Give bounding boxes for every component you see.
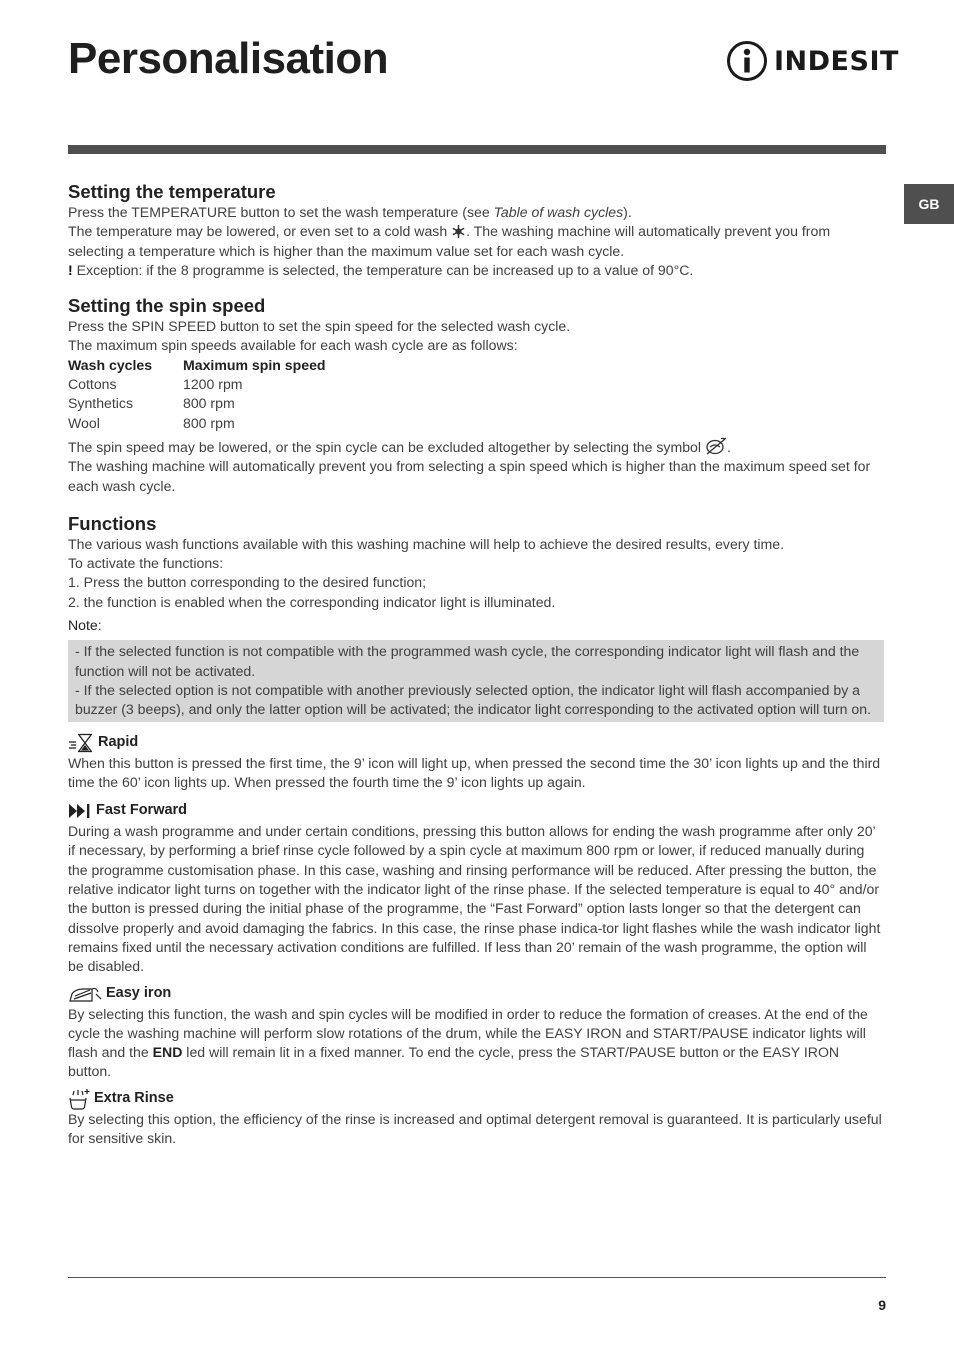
language-tab: GB: [904, 184, 954, 224]
spin-speed-table: [68, 356, 326, 433]
functions-paragraph-2: To activate the functions:: [68, 555, 224, 572]
page-content: [68, 180, 886, 1162]
table-header-row: [68, 356, 326, 375]
brand-logo: [726, 40, 899, 82]
text: .: [726, 438, 731, 455]
fast-forward-icon: [68, 803, 92, 819]
text: Exception: if the 8 programme is selected, the temperature can be increased up to a value of 90°C.: [72, 261, 694, 278]
function-name: Extra Rinse: [94, 1090, 174, 1107]
functions-step-1: 1. Press the button corresponding to the desired function;: [68, 574, 427, 591]
temperature-paragraph-1: [68, 203, 886, 222]
column-header: Wash cycles: [68, 356, 153, 373]
end-led-label: END: [152, 1044, 183, 1061]
iron-icon: [68, 984, 102, 1004]
indesit-i-icon: [726, 40, 768, 82]
note-label: [68, 616, 886, 635]
note-box: [68, 640, 884, 721]
text: . The washing machine will automatically prevent you from selecting a temperature which is higher than the maximum value set for each wash cycle.: [68, 223, 831, 259]
table-cell: 1200 rpm: [183, 376, 243, 393]
functions-step-2: 2. the function is enabled when the corresponding indicator light is illuminated.: [68, 593, 556, 610]
function-header: [68, 983, 886, 1005]
table-cell: 800 rpm: [183, 414, 235, 431]
function-fast-forward: [68, 800, 886, 976]
function-description: When this button is pressed the first time, the 9’ icon will light up, when pressed the second time the 30’ icon lights up and the third time the 60’ icon lights up. When pressed the fourth time the 9’ icon lights up again.: [68, 754, 881, 790]
page-title: Personalisation: [68, 34, 389, 83]
temperature-heading: Setting the temperature: [68, 181, 276, 202]
functions-heading: Functions: [68, 512, 157, 534]
note-item-1: - If the selected function is not compatible with the programmed wash cycle, the corresponding indicator light will flash and the function will not be activated.: [75, 643, 860, 679]
function-description: By selecting this option, the efficiency of the rinse is increased and optimal detergent removal is guaranteed. It is particularly useful for sensitive skin.: [68, 1110, 882, 1146]
text: Press the TEMPERATURE button to set the wash temperature (see: [68, 204, 494, 220]
text: Note: [68, 617, 98, 634]
function-header: [68, 800, 886, 822]
section-temperature: [68, 180, 886, 280]
function-name: Easy iron: [106, 984, 172, 1001]
extra-rinse-icon: [68, 1088, 90, 1110]
table-row: [68, 394, 326, 413]
header-rule: [68, 145, 886, 154]
function-rapid: [68, 732, 886, 793]
rapid-icon: [68, 733, 94, 753]
table-cell: Cottons: [68, 376, 117, 393]
function-header: [68, 1088, 886, 1110]
table-reference: Table of wash cycles: [493, 204, 624, 220]
spin-paragraph-2: The maximum spin speeds available for each wash cycle are as follows:: [68, 337, 518, 354]
section-functions: [68, 512, 886, 1148]
note-item-2: - If the selected option is not compatible with another previously selected option, the indicator light will flash accompanied by a buzzer (3 beeps), and only the latter option will be activated; the indicator light corresponding to the activated option will turn on.: [75, 681, 871, 718]
temperature-paragraph-3: [68, 261, 886, 280]
text: The temperature may be lowered, or even set to a cold wash: [68, 223, 452, 240]
footer-rule: [68, 1277, 886, 1278]
text: ).: [623, 204, 632, 220]
snowflake-icon: [451, 224, 466, 239]
function-name: Fast Forward: [96, 802, 188, 819]
text: :: [97, 617, 102, 634]
column-header: Maximum spin speed: [183, 356, 326, 373]
warning-mark: !: [68, 261, 73, 278]
page-number: 9: [878, 1297, 886, 1313]
function-extra-rinse: [68, 1088, 886, 1149]
table-cell: Synthetics: [68, 395, 134, 412]
table-row: [68, 414, 326, 433]
function-description: During a wash programme and under certain conditions, pressing this button allows for ending the wash programme after only 20’ if necessary, by performing a brief rinse cycle followed by a spin cycle at maximum 800 rpm or lower, if reduced manually during the programme customisation phase. In this case, washing and rinsing performance will be reduced. After pressing the button, the relative indicator light turns on together with the indicator light of the rinse phase. If the selected temperature is equal to 40° and/or the button is pressed during the initial phase of the programme, the “Fast Forward” option lasts longer so that the detergent can dissolve properly and avoid damaging the fabrics. In this case, the rinse phase indica-tor light flashes while the wash indicator light remains fixed until the necessary activation conditions are fulfilled. If less than 20’ remain of the wash programme, the option will be disabled.: [68, 823, 881, 975]
text: The spin speed may be lowered, or the spin cycle can be excluded altogether by selecting the symbol: [68, 438, 705, 455]
spin-paragraph-3: [68, 437, 886, 457]
spin-paragraph-1: Press the SPIN SPEED button to set the spin speed for the selected wash cycle.: [68, 318, 571, 335]
logo-wordmark: INDESIT: [774, 45, 899, 77]
function-header: [68, 732, 886, 754]
section-spin-speed: [68, 294, 886, 496]
table-cell: Wool: [68, 414, 100, 431]
spin-heading: Setting the spin speed: [68, 295, 266, 317]
function-name: Rapid: [98, 733, 139, 750]
text: led will remain lit in a fixed manner. To end the cycle, press the START/PAUSE button or the EASY IRON button.: [68, 1044, 840, 1080]
function-description: [68, 1005, 886, 1082]
text: By selecting this function, the wash and spin cycles will be modified in order to reduce the formation of creases. At the end of the cycle the washing machine will perform slow rotations of the drum, while the EASY IRON and START/PAUSE indicator lights will flash and the: [68, 1005, 868, 1061]
spin-exclude-icon: [705, 437, 727, 455]
functions-paragraph-1: The various wash functions available with this washing machine will help to achieve the desired results, every time.: [68, 535, 785, 552]
table-row: [68, 375, 326, 394]
spin-paragraph-4: The washing machine will automatically prevent you from selecting a spin speed which is higher than the maximum speed set for each wash cycle.: [68, 458, 871, 494]
table-cell: 800 rpm: [183, 395, 235, 412]
function-easy-iron: [68, 983, 886, 1082]
temperature-paragraph-2: [68, 222, 886, 261]
